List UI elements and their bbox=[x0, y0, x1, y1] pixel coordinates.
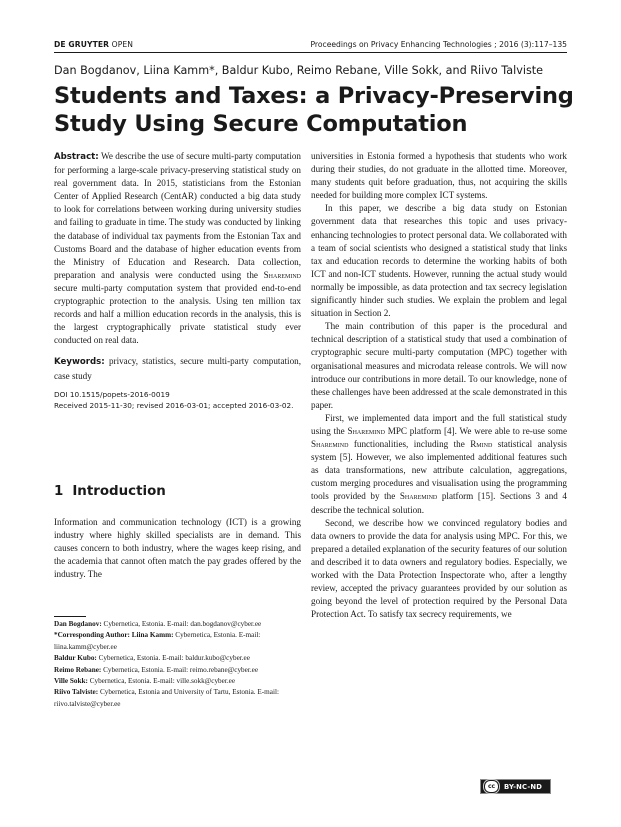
section-number: 1 bbox=[54, 484, 64, 499]
footnote bbox=[54, 630, 301, 653]
sharemind-name: Sharemind bbox=[311, 439, 349, 450]
sharemind-name: Sharemind bbox=[347, 425, 385, 436]
intro-paragraph-5: Second, we describe how we convinced regulatory bodies and data owners to provide the data for analysis using MPC. For this, we prepared a detailed explanation of the security features of our solution and described it to data owners and regulatory bodies. Especially, we worked with the Data Protection Inspectorate who, after a lengthy review, accepted the privacy guarantees provided by our solution as going beyond the level of protection required by the Personal Data Protection Act. To satisfy tax secrecy requirements, we bbox=[311, 517, 567, 620]
p4-text: platform [15]. Sections 3 and 4 describe the technical solution. bbox=[311, 491, 567, 515]
p4-text: First, we implemented data import and the full statistical study using the bbox=[311, 412, 567, 436]
footnote-affiliation: Cybernetica, Estonia. E-mail: baldur.kubo@cyber.ee bbox=[96, 654, 250, 663]
abstract-text-2: secure multi-party computation system that provided end-to-end cryptographic protection to the analysis. Using ten million tax records and half a million education records in the analysis, this is the largest cryptographically private statistical study ever conducted on real data. bbox=[54, 282, 301, 346]
paper-title bbox=[54, 82, 574, 138]
section-heading bbox=[54, 484, 166, 499]
abstract-label: Abstract: bbox=[54, 152, 99, 162]
footnote-rule bbox=[54, 616, 86, 617]
footnote-affiliation: Cybernetica, Estonia and University of Tartu, Estonia. E-mail: riivo.talviste@cyber.ee bbox=[54, 688, 279, 708]
publisher-bold: DE GRUYTER bbox=[54, 40, 110, 49]
footnote-author: Ville Sokk: bbox=[54, 677, 88, 686]
footnote-affiliation: Cybernetica, Estonia. E-mail: ville.sokk@cyber.ee bbox=[87, 677, 236, 686]
publisher-rest: OPEN bbox=[109, 40, 134, 49]
abstract bbox=[54, 150, 301, 347]
cc-license-badge[interactable] bbox=[480, 779, 551, 794]
footnote-author: Reimo Rebane: bbox=[54, 665, 102, 674]
running-head bbox=[54, 38, 567, 52]
intro-paragraph-1-left: Information and communication technology (ICT) is a growing industry where highly skilled specialists are in demand. This causes concern to both industry, where the wages keep rising, and the academia that cannot often match the pay grades offered by the industry. The bbox=[54, 517, 301, 580]
footnote bbox=[54, 687, 301, 710]
footnote-affiliation: Cybernetica, Estonia. E-mail: dan.bogdanov@cyber.ee bbox=[101, 620, 262, 628]
footnote bbox=[54, 619, 301, 630]
intro-paragraph-4 bbox=[311, 412, 567, 517]
keywords-text: privacy, statistics, secure multi-party computation, case study bbox=[54, 356, 301, 381]
submission-dates: Received 2015-11-30; revised 2016-03-01; accepted 2016-03-02. bbox=[54, 400, 294, 410]
journal-citation: Proceedings on Privacy Enhancing Technologies ; 2016 (3):117–135 bbox=[310, 40, 567, 49]
author-footnotes bbox=[54, 619, 301, 710]
sharemind-name: Sharemind bbox=[263, 269, 301, 280]
sharemind-name: Sharemind bbox=[399, 491, 438, 502]
right-column bbox=[311, 150, 567, 621]
rmind-name: Rmind bbox=[470, 439, 493, 450]
title-line-1: Students and Taxes: a Privacy-Preserving bbox=[54, 83, 574, 109]
cc-icon: cc bbox=[484, 780, 499, 793]
footnote-author: *Corresponding Author: Liina Kamm: bbox=[54, 631, 174, 640]
footnote bbox=[54, 676, 301, 687]
p4-text: MPC platform [4]. We were able to re-use some bbox=[384, 425, 568, 436]
license-label: BY-NC-ND bbox=[504, 782, 543, 791]
footnote-author: Dan Bogdanov: bbox=[54, 620, 102, 628]
footnote-author: Baldur Kubo: bbox=[54, 654, 97, 663]
article-meta bbox=[54, 389, 301, 411]
header-rule bbox=[54, 52, 567, 53]
publisher-name bbox=[54, 40, 133, 49]
section-title: Introduction bbox=[72, 484, 166, 499]
title-line-2: Study Using Secure Computation bbox=[54, 111, 468, 137]
p4-text: functionalities, including the bbox=[348, 439, 471, 450]
keywords bbox=[54, 355, 301, 382]
intro-paragraph-1-right: universities in Estonia formed a hypothesis that students who work during their studies, do not graduate in the allotted time. Moreover, many students quit before graduation, thus, not acquiring the skills needed for building more complex ICT systems. bbox=[311, 151, 567, 201]
abstract-text-1: We describe the use of secure multi-party computation for performing a large-scale privacy-preserving statistical study on real government data. In 2015, statisticians from the Estonian Center of Applied Research (CentAR) conducted a big data study to look for correlations between working during university studies and failing to graduate in time. The study was conducted by linking the database of individual tax payments from the Estonian Tax and Customs Board and the database of higher education events from the Ministry of Education and Research. Data collection, preparation and analysis were conducted using the bbox=[54, 151, 301, 280]
left-column bbox=[54, 150, 301, 411]
footnote-affiliation: Cybernetica, Estonia. E-mail: liina.kamm@cyber.ee bbox=[54, 631, 261, 651]
p4-text: statistical analysis system [5]. However, we also implemented additional features such as data transformations, new attribute calculation, aggregations, custom merging procedures and visualisation using the programming tools provided by the bbox=[311, 439, 567, 502]
intro-paragraph-3: The main contribution of this paper is the procedural and technical description of a statistical study that used a combination of cryptographic secure multi-party computation (MPC) together with organisational measures and microdata release controls. We will now introduce our contributions in more detail. To our knowledge, none of these challenges have been addressed at the scale demonstrated in this paper. bbox=[311, 321, 567, 410]
keywords-label: Keywords: bbox=[54, 357, 105, 368]
footnote bbox=[54, 653, 301, 664]
author-list: Dan Bogdanov, Liina Kamm*, Baldur Kubo, Reimo Rebane, Ville Sokk, and Riivo Talviste bbox=[54, 64, 544, 77]
footnote bbox=[54, 665, 301, 676]
doi: DOI 10.1515/popets-2016-0019 bbox=[54, 389, 170, 399]
footnote-author: Riivo Talviste: bbox=[54, 688, 99, 697]
intro-paragraph-2: In this paper, we describe a big data study on Estonian government data that researches this topic and uses privacy-enhancing technologies to protect personal data. We collaborated with a team of social scientists who designed a statistical study that links tax and education records to determine the working habits of both ICT and non-ICT students. However, running the actual study would normally be impossible, as data protection and tax secrecy legislation significantly hinder such studies. We explain the problem and legal situation in Section 2. bbox=[311, 203, 567, 319]
footnote-affiliation: Cybernetica, Estonia. E-mail: reimo.rebane@cyber.ee bbox=[101, 665, 259, 674]
